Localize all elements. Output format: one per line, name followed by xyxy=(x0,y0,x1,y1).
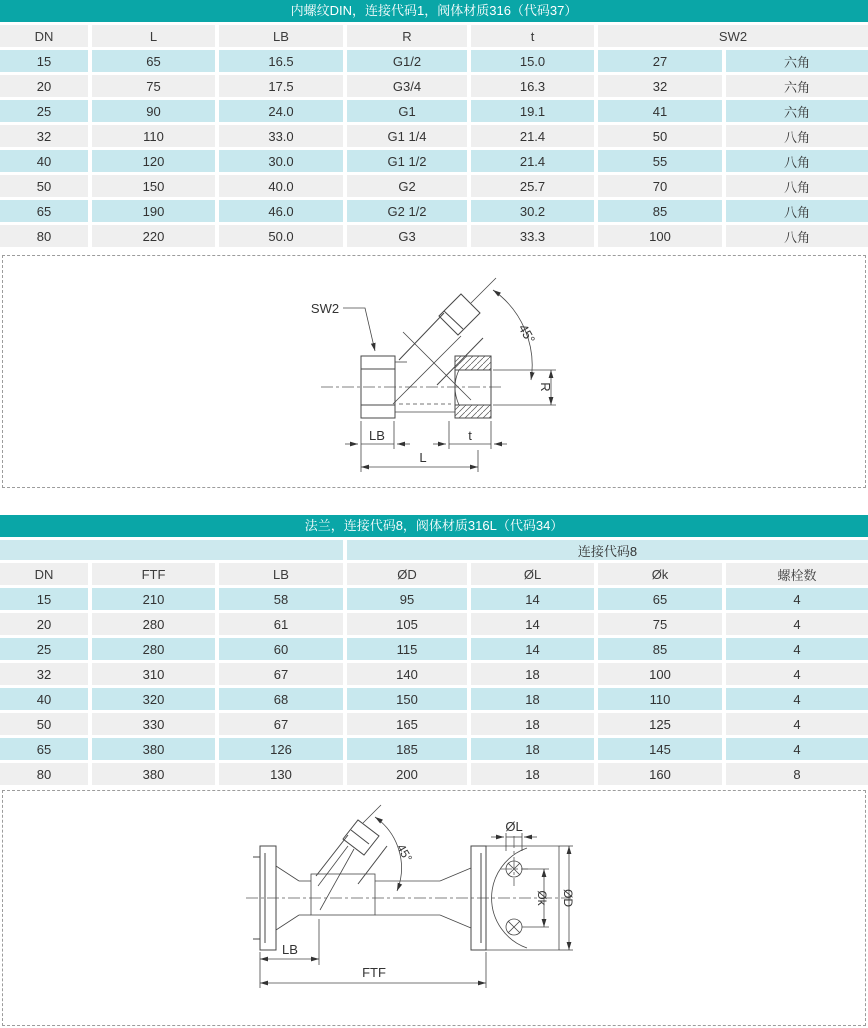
lb-dimension xyxy=(260,919,319,965)
table-cell: 105 xyxy=(347,613,467,635)
table-row xyxy=(0,588,868,610)
angle-dimension xyxy=(363,805,415,891)
r-label: R xyxy=(538,382,553,392)
column-header: 螺栓数 xyxy=(726,563,868,585)
table-row xyxy=(0,738,868,760)
table-row xyxy=(0,75,868,97)
table-cell: 4 xyxy=(726,613,868,635)
table-cell: 32 xyxy=(598,75,722,97)
table1-header-row xyxy=(0,25,868,47)
table-row xyxy=(0,100,868,122)
table-cell: G2 1/2 xyxy=(347,200,467,222)
table-row xyxy=(0,763,868,785)
table-cell: G1 1/4 xyxy=(347,125,467,147)
column-header: DN xyxy=(0,563,88,585)
table-cell: 14 xyxy=(471,638,594,660)
table-cell: 68 xyxy=(219,688,343,710)
table-cell: 18 xyxy=(471,738,594,760)
table-cell: 90 xyxy=(92,100,215,122)
table-cell: G1 1/2 xyxy=(347,150,467,172)
branch-45 xyxy=(399,294,483,385)
table2-body xyxy=(0,588,868,785)
table-cell: 八角 xyxy=(726,200,868,222)
column-header: ØL xyxy=(471,563,594,585)
table-cell: 14 xyxy=(471,613,594,635)
table-cell: 32 xyxy=(0,125,88,147)
table-cell: 150 xyxy=(92,175,215,197)
table-row xyxy=(0,150,868,172)
table-cell: 185 xyxy=(347,738,467,760)
table-cell: G1 xyxy=(347,100,467,122)
table-cell: 15.0 xyxy=(471,50,594,72)
threaded-valve-diagram xyxy=(2,255,866,488)
table-cell: 65 xyxy=(0,200,88,222)
column-header: R xyxy=(347,25,467,47)
column-header: DN xyxy=(0,25,88,47)
table-cell: 85 xyxy=(598,200,722,222)
table-cell: 65 xyxy=(92,50,215,72)
table-cell: 46.0 xyxy=(219,200,343,222)
table-cell: 33.3 xyxy=(471,225,594,247)
table-row xyxy=(0,125,868,147)
table-cell: 165 xyxy=(347,713,467,735)
table-cell: 40 xyxy=(0,150,88,172)
table-cell: 280 xyxy=(92,638,215,660)
table-cell: 58 xyxy=(219,588,343,610)
table-cell: 21.4 xyxy=(471,125,594,147)
table2-title: 法兰，连接代码8，阀体材质316L（代码34） xyxy=(0,515,868,537)
table-cell: 4 xyxy=(726,663,868,685)
t-dimension xyxy=(433,421,507,449)
column-header: LB xyxy=(219,563,343,585)
ftf-label: FTF xyxy=(362,965,386,980)
sw2-callout xyxy=(311,301,375,351)
table2-header-row xyxy=(0,563,868,585)
table-cell: 200 xyxy=(347,763,467,785)
table-cell: 24.0 xyxy=(219,100,343,122)
r-dimension xyxy=(493,370,556,405)
table-cell: 130 xyxy=(219,763,343,785)
table-cell: 20 xyxy=(0,613,88,635)
table-cell: 110 xyxy=(598,688,722,710)
table-cell: 65 xyxy=(598,588,722,610)
table-cell: 50 xyxy=(598,125,722,147)
valve-body xyxy=(393,332,471,412)
table-cell: 19.1 xyxy=(471,100,594,122)
column-header: ØD xyxy=(347,563,467,585)
table-cell: 25 xyxy=(0,100,88,122)
l-label: L xyxy=(419,450,427,465)
table-cell: 18 xyxy=(471,688,594,710)
table-cell: 16.5 xyxy=(219,50,343,72)
table-cell: 30.0 xyxy=(219,150,343,172)
table-row xyxy=(0,638,868,660)
table-cell: 33.0 xyxy=(219,125,343,147)
table-cell: 80 xyxy=(0,763,88,785)
table-cell: 190 xyxy=(92,200,215,222)
table-cell: 50 xyxy=(0,175,88,197)
table-cell: 50.0 xyxy=(219,225,343,247)
table-cell: 40.0 xyxy=(219,175,343,197)
table-cell: 95 xyxy=(347,588,467,610)
table-cell: 140 xyxy=(347,663,467,685)
table-row xyxy=(0,50,868,72)
table-cell: 4 xyxy=(726,588,868,610)
table-cell: 320 xyxy=(92,688,215,710)
table-cell: G3 xyxy=(347,225,467,247)
column-header-sw2: SW2 xyxy=(598,25,868,47)
table-cell: 67 xyxy=(219,663,343,685)
column-header: L xyxy=(92,25,215,47)
od-label: ØD xyxy=(561,889,575,907)
lb-label: LB xyxy=(282,942,298,957)
table-cell: 75 xyxy=(598,613,722,635)
table2-subheader-row xyxy=(0,540,868,560)
table-cell: 4 xyxy=(726,688,868,710)
table1-title: 内螺纹DIN，连接代码1，阀体材质316（代码37） xyxy=(0,0,868,22)
table-cell: 80 xyxy=(0,225,88,247)
table-cell: 50 xyxy=(0,713,88,735)
angle-label: 45° xyxy=(515,321,539,347)
table-cell: 17.5 xyxy=(219,75,343,97)
threaded-valve-drawing xyxy=(3,256,865,485)
table-cell: 4 xyxy=(726,738,868,760)
table-cell: 25 xyxy=(0,638,88,660)
table-cell: 27 xyxy=(598,50,722,72)
table-cell: 60 xyxy=(219,638,343,660)
table-cell: 18 xyxy=(471,713,594,735)
table-cell: 75 xyxy=(92,75,215,97)
table-cell: 210 xyxy=(92,588,215,610)
t-label: t xyxy=(468,428,472,443)
column-header: t xyxy=(471,25,594,47)
table-cell: 145 xyxy=(598,738,722,760)
table-row xyxy=(0,200,868,222)
table-cell: 330 xyxy=(92,713,215,735)
table-cell: 70 xyxy=(598,175,722,197)
table-cell: 20 xyxy=(0,75,88,97)
table-cell: 85 xyxy=(598,638,722,660)
table-cell: 100 xyxy=(598,663,722,685)
table-row xyxy=(0,688,868,710)
table-cell: 67 xyxy=(219,713,343,735)
table-cell: 380 xyxy=(92,763,215,785)
table-cell: 40 xyxy=(0,688,88,710)
table-cell: 41 xyxy=(598,100,722,122)
od-dimension xyxy=(559,846,575,950)
table-cell: 六角 xyxy=(726,50,868,72)
table-cell: 125 xyxy=(598,713,722,735)
lb-label: LB xyxy=(369,428,385,443)
table-cell: 280 xyxy=(92,613,215,635)
table-cell: G2 xyxy=(347,175,467,197)
table-cell: 310 xyxy=(92,663,215,685)
table-row xyxy=(0,225,868,247)
table-cell: 380 xyxy=(92,738,215,760)
table-cell: 150 xyxy=(347,688,467,710)
table-cell: 8 xyxy=(726,763,868,785)
table-cell: 100 xyxy=(598,225,722,247)
table-cell: 65 xyxy=(0,738,88,760)
table-cell: G1/2 xyxy=(347,50,467,72)
table-cell: 18 xyxy=(471,663,594,685)
table-cell: 15 xyxy=(0,50,88,72)
column-header: FTF xyxy=(92,563,215,585)
table-cell: 110 xyxy=(92,125,215,147)
sw2-label: SW2 xyxy=(310,301,340,316)
angle-label: 45° xyxy=(393,841,416,865)
table-cell: 八角 xyxy=(726,225,868,247)
table-cell: 55 xyxy=(598,150,722,172)
table-cell: 4 xyxy=(726,638,868,660)
table-cell: 220 xyxy=(92,225,215,247)
ftf-dimension xyxy=(260,952,486,988)
table-cell: 八角 xyxy=(726,175,868,197)
table-cell: 126 xyxy=(219,738,343,760)
table-row xyxy=(0,663,868,685)
flanged-valve-diagram xyxy=(2,790,866,1026)
table-cell: 六角 xyxy=(726,100,868,122)
subheader-connection-code: 连接代码8 xyxy=(347,540,868,560)
table1-body xyxy=(0,50,868,247)
table-cell: 115 xyxy=(347,638,467,660)
table-cell: 18 xyxy=(471,763,594,785)
l-dimension xyxy=(361,449,478,472)
table-cell: 八角 xyxy=(726,125,868,147)
column-header: Øk xyxy=(598,563,722,585)
table-cell: 16.3 xyxy=(471,75,594,97)
table-row xyxy=(0,175,868,197)
ok-label: Øk xyxy=(535,890,549,906)
table-row xyxy=(0,713,868,735)
table-flanged xyxy=(0,515,868,785)
table-cell: 61 xyxy=(219,613,343,635)
flanged-valve-drawing xyxy=(3,791,865,1023)
table-cell: 14 xyxy=(471,588,594,610)
table-threaded xyxy=(0,0,868,247)
table-cell: 4 xyxy=(726,713,868,735)
table-cell: 八角 xyxy=(726,150,868,172)
table-cell: 25.7 xyxy=(471,175,594,197)
subheader-empty xyxy=(0,540,343,560)
lb-dimension xyxy=(345,421,410,449)
table-cell: 六角 xyxy=(726,75,868,97)
table-cell: G3/4 xyxy=(347,75,467,97)
table-cell: 32 xyxy=(0,663,88,685)
table-cell: 15 xyxy=(0,588,88,610)
table-cell: 30.2 xyxy=(471,200,594,222)
ol-label: ØL xyxy=(505,819,523,834)
table-cell: 21.4 xyxy=(471,150,594,172)
table-cell: 120 xyxy=(92,150,215,172)
strainer-body xyxy=(311,846,375,915)
table-cell: 160 xyxy=(598,763,722,785)
column-header: LB xyxy=(219,25,343,47)
table-row xyxy=(0,613,868,635)
